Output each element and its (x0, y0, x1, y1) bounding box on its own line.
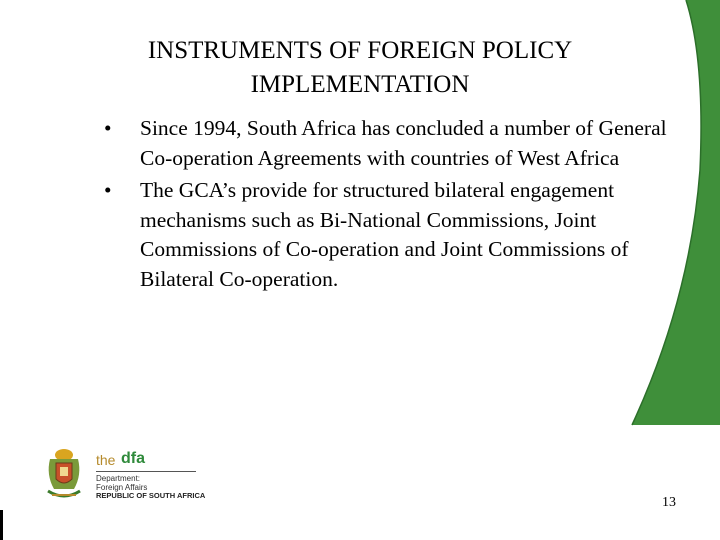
bullet-text: The GCA’s provide for structured bilateral engagement mechanisms such as Bi-National Commissions, Joint Commissions of Co-operation and Joint Commissions of Bilateral Co-operation. (140, 178, 629, 291)
slide-title (60, 34, 660, 102)
department-line-1: Department: (96, 474, 141, 483)
department-name (96, 474, 206, 492)
bullet-list (96, 114, 676, 297)
brand-divider (96, 471, 196, 472)
bullet-item (96, 176, 676, 294)
brand-dfa: dfa (121, 450, 145, 467)
bullet-item (96, 114, 676, 173)
brand-the: the (96, 452, 116, 468)
edge-mark (0, 510, 3, 540)
bullet-dot: • (104, 178, 112, 202)
bullet-dot: • (104, 116, 112, 140)
bullet-text: Since 1994, South Africa has concluded a number of General Co-operation Agreements with countries of West Africa (140, 116, 667, 170)
department-line-2: Foreign Affairs (96, 483, 148, 492)
title-line-2: IMPLEMENTATION (250, 71, 470, 98)
page-number: 13 (662, 495, 676, 510)
country-name: REPUBLIC OF SOUTH AFRICA (96, 491, 206, 500)
title-line-1: INSTRUMENTS OF FOREIGN POLICY (147, 37, 573, 64)
